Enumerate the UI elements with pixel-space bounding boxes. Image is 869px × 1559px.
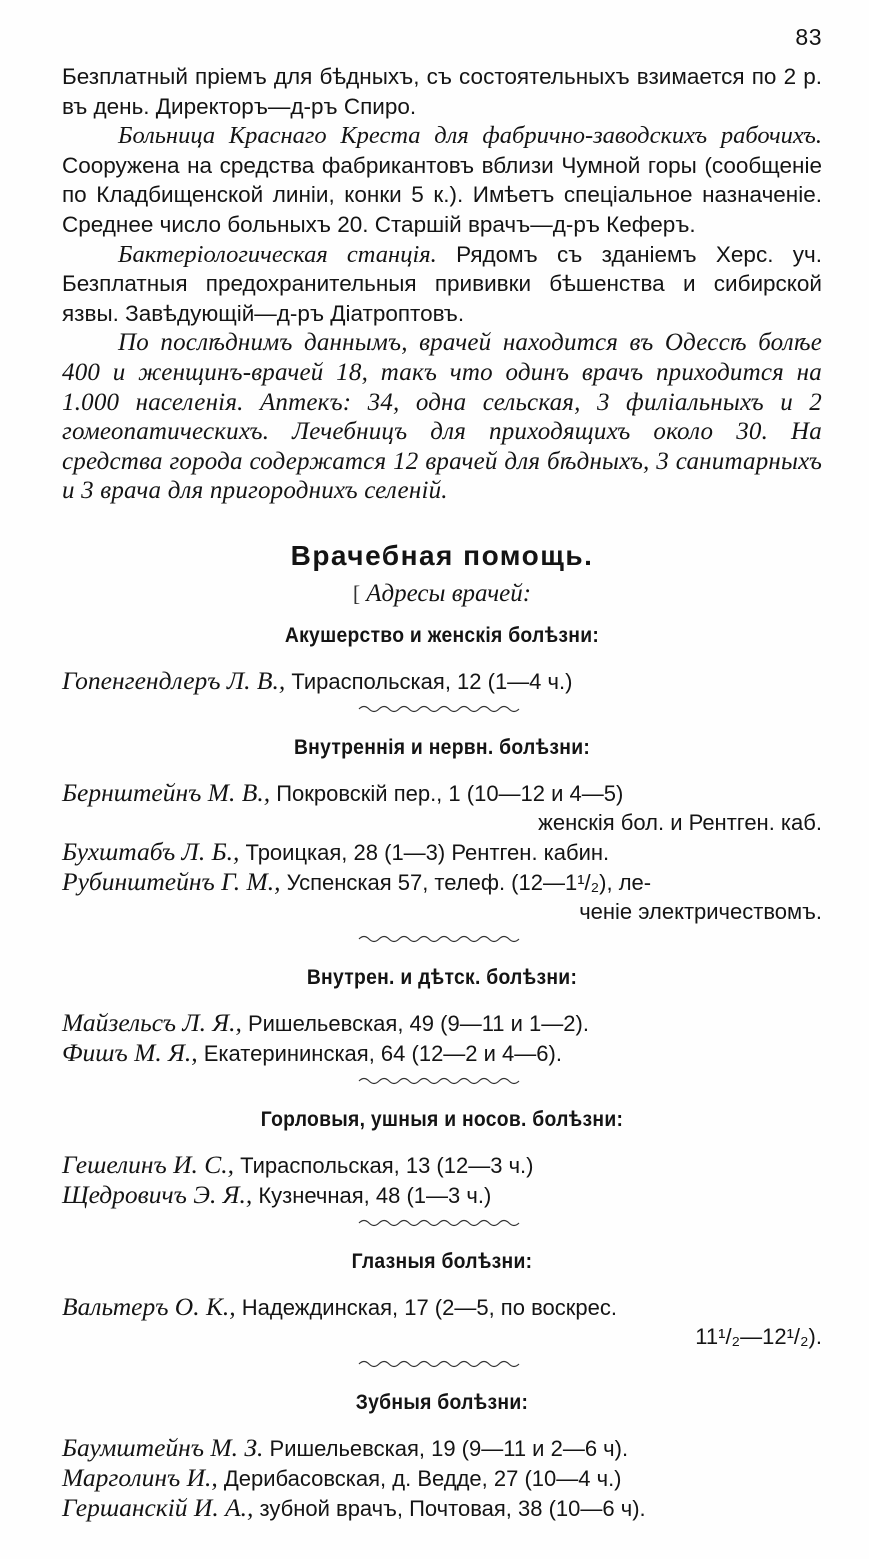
- doctor-name: Бернштейнъ М. В.,: [62, 777, 271, 807]
- doctor-name: Рубинштейнъ Г. М.,: [62, 866, 281, 896]
- doctor-address: Тираспольская, 13 (12—3 ч.): [234, 1152, 534, 1178]
- doctor-entry: [62, 1150, 822, 1180]
- doctor-address: Кузнечная, 48 (1—3 ч.): [252, 1182, 492, 1208]
- section-divider: [62, 932, 822, 950]
- page-number: 83: [795, 24, 822, 50]
- page: [62, 18, 822, 1523]
- section-divider: [62, 1357, 822, 1375]
- doctor-entry: [62, 1493, 822, 1523]
- doctor-entry: [62, 1180, 822, 1210]
- intro-block: [62, 62, 822, 506]
- wavy-divider-icon: [357, 1217, 527, 1229]
- doctor-name: Гершанскій И. А.,: [62, 1492, 254, 1522]
- doctor-name: Бухштабъ Л. Б.,: [62, 836, 240, 866]
- doctor-entry: [62, 867, 822, 897]
- doctor-name: Майзельсъ Л. Я.,: [62, 1007, 242, 1037]
- wavy-divider-icon: [357, 933, 527, 945]
- doctor-entry-continuation: 11¹/₂—12¹/₂).: [695, 1323, 822, 1349]
- specialty-title: Внутрен. и дѣтск. болѣзни:: [306, 965, 578, 989]
- wavy-divider-icon: [357, 1358, 527, 1370]
- intro-paragraph-2: [62, 121, 822, 239]
- red-cross-hospital-text: Сооружена на средства фабрикантовъ вблизи Чумной горы (сообщеніе по Кладбищенской линіи, конки 5 к.). Имѣетъ спеціальное назначеніе. Среднее число больныхъ 20. Старшій врачъ—д-ръ Кеферъ.: [62, 152, 822, 237]
- specialty-title: Акушерство и женскія болѣзни:: [284, 623, 600, 647]
- specialty-title: Внутреннія и нервн. болѣзни:: [293, 735, 591, 759]
- doctor-address: Дерибасовская, д. Ведде, 27 (10—4 ч.): [217, 1465, 622, 1491]
- doctor-address: Надеждинская, 17 (2—5, по воскрес.: [235, 1294, 617, 1320]
- bacteriological-station-text: Рядомъ съ зданіемъ Херс. уч. Безплатныя предохранительныя прививки бѣшенства и сибирской язвы. Завѣдующій—д-ръ Діатроптовъ.: [62, 241, 822, 326]
- specialty-title: Горловыя, ушныя и носов. болѣзни:: [260, 1107, 624, 1131]
- doctor-name: Гешелинъ И. С.,: [62, 1149, 235, 1179]
- doctor-address: Екатерининская, 64 (12—2 и 4—6).: [197, 1040, 562, 1066]
- doctor-address: Ришельевская, 49 (9—11 и 1—2).: [241, 1010, 589, 1036]
- bacteriological-station-title: Бактеріологическая станція.: [118, 240, 437, 268]
- doctor-name: Фишъ М. Я.,: [62, 1037, 198, 1067]
- doctor-name: Гопенгендлеръ Л. В.,: [62, 665, 286, 695]
- red-cross-hospital-title: Больница Краснаго Креста для фабрично-заводскихъ рабочихъ.: [118, 122, 822, 150]
- doctor-name: Щедровичъ Э. Я.,: [62, 1179, 253, 1209]
- specialty-section: [62, 966, 822, 1068]
- doctor-entry: [62, 1008, 822, 1038]
- section-divider: [62, 1216, 822, 1234]
- specialty-section: [62, 1391, 822, 1523]
- doctor-address: Троицкая, 28 (1—3) Рентген. кабин.: [239, 839, 610, 865]
- section-divider: [62, 702, 822, 720]
- specialty-title: Зубныя болѣзни:: [355, 1390, 529, 1414]
- doctor-name: Вальтеръ О. К.,: [62, 1291, 236, 1321]
- statistics-paragraph: По послѣднимъ даннымъ, врачей находится въ Одессѣ болѣе 400 и женщинъ-врачей 18, такъ что одинъ врачъ приходится на 1.000 населенія. Аптекъ: 34, одна сельская, 3 филіальныхъ и 2 гомеопатическихъ. Лечебницъ для приходящихъ около 30. На средства города содержатся 12 врачей для бѣдныхъ, 3 санитарныхъ и 3 врача для пригороднихъ селеній.: [62, 329, 822, 505]
- doctor-address: Ришельевская, 19 (9—11 и 2—6 ч).: [263, 1435, 629, 1461]
- doctor-addresses-subheading: [62, 580, 822, 608]
- doctor-entry: [62, 1038, 822, 1068]
- doctor-entry: [62, 666, 822, 696]
- specialty-title: Глазныя болѣзни:: [351, 1249, 533, 1273]
- doctor-addresses-label: Адресы врачей:: [366, 579, 532, 607]
- doctor-name: Баумштейнъ М. З.: [62, 1432, 264, 1462]
- section-divider: [62, 1074, 822, 1092]
- doctor-address: Успенская 57, телеф. (12—1¹/₂), ле-: [280, 869, 652, 895]
- doctor-entry: [62, 837, 822, 867]
- specialty-section: [62, 736, 822, 926]
- doctor-address: зубной врачъ, Почтовая, 38 (10—6 ч).: [253, 1495, 646, 1521]
- doctor-address: Покровскій пер., 1 (10—12 и 4—5): [270, 780, 624, 806]
- doctor-entry: [62, 1292, 822, 1322]
- doctor-entry: [62, 1433, 822, 1463]
- specialty-section: [62, 1250, 822, 1351]
- bracket-mark: [: [352, 580, 361, 606]
- wavy-divider-icon: [357, 703, 527, 715]
- intro-paragraph-1: Безплатный пріемъ для бѣдныхъ, съ состоятельныхъ взимается по 2 р. въ день. Директоръ—д-ръ Спиро.: [62, 64, 822, 119]
- specialty-section: [62, 1108, 822, 1210]
- doctor-entry: [62, 1463, 822, 1493]
- intro-paragraph-3: [62, 240, 822, 329]
- doctor-address: Тираспольская, 12 (1—4 ч.): [285, 668, 573, 694]
- specialty-section: [62, 624, 822, 696]
- medical-help-heading: Врачебная помощь.: [290, 539, 594, 571]
- wavy-divider-icon: [357, 1075, 527, 1087]
- doctor-name: Марголинъ И.,: [62, 1462, 218, 1492]
- doctor-sections: [62, 624, 822, 1523]
- doctor-entry-continuation: ченіе электричествомъ.: [579, 898, 822, 924]
- doctor-entry-continuation: женскія бол. и Рентген. каб.: [538, 809, 822, 835]
- doctor-entry: [62, 778, 822, 808]
